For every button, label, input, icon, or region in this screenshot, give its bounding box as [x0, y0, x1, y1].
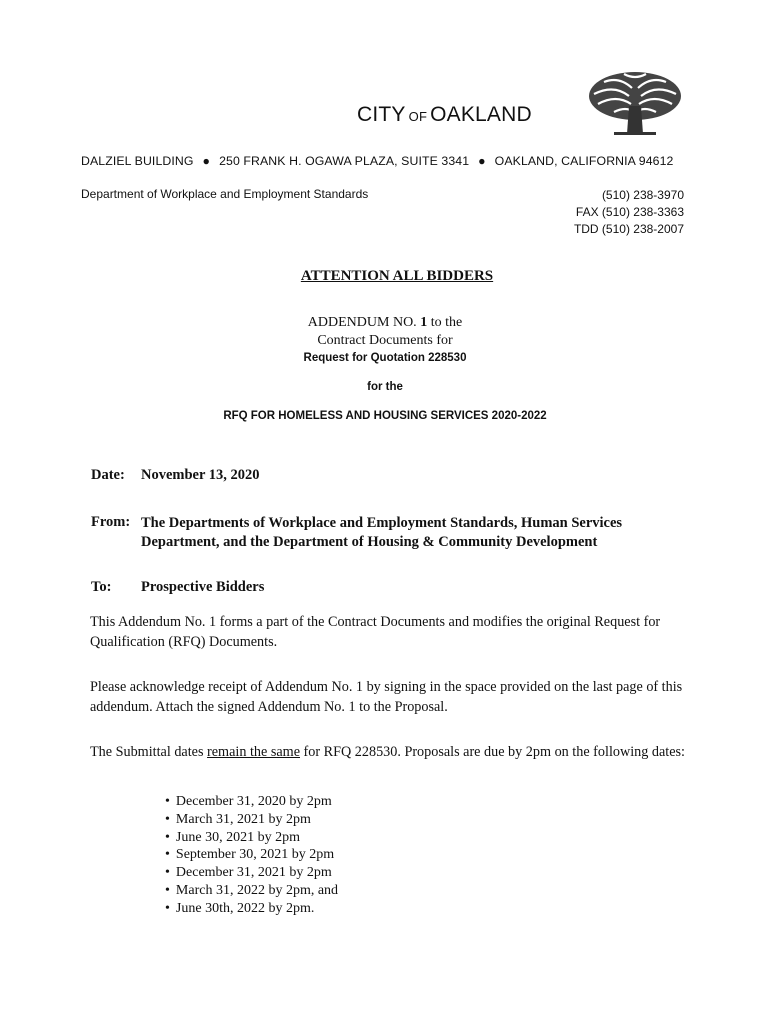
- rfq-title: RFQ FOR HOMELESS AND HOUSING SERVICES 2020-2022: [223, 410, 547, 422]
- date-field: [91, 467, 260, 484]
- phone-number: (510) 238-3970: [601, 188, 684, 202]
- p3-text-before: The Submittal dates: [90, 744, 208, 760]
- address-line: [81, 154, 674, 168]
- paragraph-submittal-dates: [90, 743, 690, 763]
- from-field: [91, 514, 691, 550]
- city-word: CITY: [357, 103, 406, 126]
- fax-number: FAX (510) 238-3363: [575, 205, 684, 219]
- rfq-number-line: Request for Quotation 228530: [303, 352, 467, 364]
- for-the-line: for the: [367, 381, 403, 393]
- date-value: November 13, 2020: [141, 467, 260, 483]
- oak-tree-icon: [584, 66, 686, 136]
- paragraph-acknowledge: Please acknowledge receipt of Addendum No. 1 by signing in the space provided on the last page of this addendum. Attach the signed Addendum No. 1 to the Proposal.: [90, 679, 683, 715]
- department-name: Department of Workplace and Employment Standards: [81, 187, 369, 201]
- to-field: [91, 579, 265, 596]
- tdd-number: TDD (510) 238-2007: [573, 222, 684, 236]
- list-item: • September 30, 2021 by 2pm: [165, 846, 338, 864]
- from-label: From:: [91, 514, 131, 530]
- due-dates-list: [165, 793, 338, 918]
- list-item: • June 30, 2021 by 2pm: [165, 829, 338, 847]
- list-item: • March 31, 2021 by 2pm: [165, 811, 338, 829]
- list-item: • December 31, 2021 by 2pm: [165, 864, 338, 882]
- addendum-suffix: to the: [427, 315, 463, 330]
- list-item: • March 31, 2022 by 2pm, and: [165, 882, 338, 900]
- addendum-line: [0, 315, 770, 331]
- contact-numbers: [574, 187, 684, 238]
- address-city: OAKLAND, CALIFORNIA 94612: [494, 154, 674, 168]
- list-item: • December 31, 2020 by 2pm: [165, 793, 338, 811]
- date-label: Date:: [91, 467, 125, 483]
- addendum-number: 1: [420, 315, 428, 330]
- p3-underlined-text: remain the same: [207, 744, 300, 760]
- city-logo-title: [357, 103, 532, 127]
- address-building: DALZIEL BUILDING: [81, 154, 194, 168]
- attention-heading: ATTENTION ALL BIDDERS: [300, 268, 494, 284]
- to-value: Prospective Bidders: [141, 579, 265, 595]
- bullet-separator: ●: [478, 154, 486, 168]
- contract-line: Contract Documents for: [317, 333, 453, 348]
- from-value: The Departments of Workplace and Employment Standards, Human Services Department, and the Department of Housing & Community Development: [141, 515, 623, 550]
- p3-text-after: for RFQ 228530. Proposals are due by 2pm on the following dates:: [300, 744, 685, 760]
- address-street: 250 FRANK H. OGAWA PLAZA, SUITE 3341: [219, 154, 470, 168]
- addendum-prefix: ADDENDUM NO.: [307, 315, 421, 330]
- to-label: To:: [91, 579, 112, 595]
- of-word: OF: [408, 109, 428, 124]
- oakland-word: OAKLAND: [430, 103, 532, 126]
- paragraph-addendum-scope: This Addendum No. 1 forms a part of the Contract Documents and modifies the original Request for Qualification (RFQ) Documents.: [90, 614, 661, 650]
- bullet-separator: ●: [202, 154, 211, 168]
- list-item: • June 30th, 2022 by 2pm.: [165, 900, 338, 918]
